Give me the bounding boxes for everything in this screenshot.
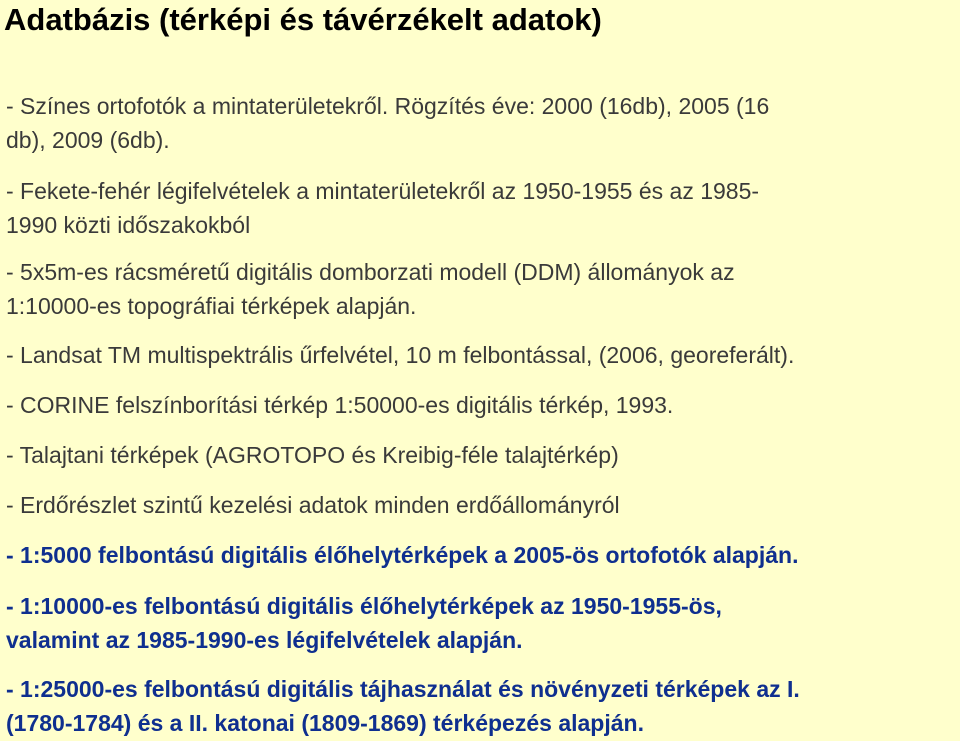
list-item-line: - Színes ortofotók a mintaterületekről. Rögzítés éve: 2000 (16db), 2005 (16 [6, 93, 770, 119]
slide-title: Adatbázis (térképi és távérzékelt adatok) [4, 2, 602, 37]
list-item-line: - Talajtani térképek (AGROTOPO és Kreibig-féle talajtérkép) [6, 442, 619, 468]
list-item-line: - 1:5000 felbontású digitális élőhelytérképek a 2005-ös ortofotók alapján. [6, 542, 799, 568]
list-item-habitat-maps-2005 [6, 538, 798, 572]
list-item-soil-maps [6, 438, 619, 472]
list-item-military-survey-maps [6, 672, 800, 740]
list-item-line: - Landsat TM multispektrális űrfelvétel, 10 m felbontással, (2006, georeferált). [6, 342, 795, 368]
list-item-line: db), 2009 (6db). [6, 127, 170, 153]
list-item-line: - 1:25000-es felbontású digitális tájhasználat és növényzeti térképek az I. [6, 676, 800, 702]
list-item-color-orthophotos [6, 89, 769, 157]
list-item-line: - Erdőrészlet szintű kezelési adatok minden erdőállományról [6, 492, 620, 518]
list-item-line: - 1:10000-es felbontású digitális élőhelytérképek az 1950-1955-ös, [6, 593, 722, 619]
list-item-landsat [6, 338, 794, 372]
list-item-line: - Fekete-fehér légifelvételek a mintaterületekről az 1950-1955 és az 1985- [6, 178, 760, 204]
list-item-line: - CORINE felszínborítási térkép 1:50000-es digitális térkép, 1993. [6, 392, 674, 418]
list-item-bw-aerial-photos [6, 174, 759, 242]
list-item-line: 1990 közti időszakokból [6, 212, 251, 238]
list-item-forest-data [6, 488, 620, 522]
list-item-habitat-maps-historic [6, 589, 722, 657]
list-item-dem [6, 255, 735, 323]
list-item-corine [6, 388, 673, 422]
list-item-line: valamint az 1985-1990-es légifelvételek alapján. [6, 627, 523, 653]
list-item-line: - 5x5m-es rácsméretű digitális domborzati modell (DDM) állományok az [6, 259, 735, 285]
list-item-line: 1:10000-es topográfiai térképek alapján. [6, 293, 417, 319]
list-item-line: (1780-1784) és a II. katonai (1809-1869) térképezés alapján. [6, 710, 644, 736]
